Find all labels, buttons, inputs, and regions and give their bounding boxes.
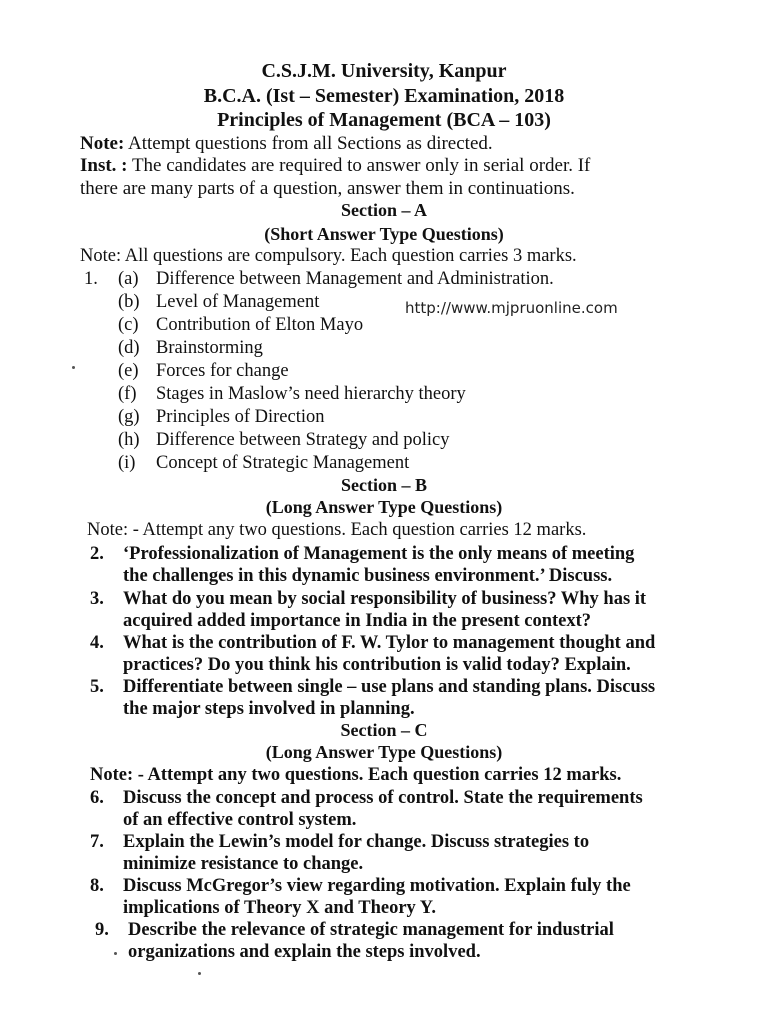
question-number: 5.: [90, 677, 104, 697]
question-line: ‘Professionalization of Management is the only means of meeting: [123, 544, 635, 564]
question-line: Discuss McGregor’s view regarding motivation. Explain fuly the: [123, 876, 631, 896]
question-9: [95, 920, 715, 966]
item-label: (f): [118, 384, 137, 404]
question-line: minimize resistance to change.: [123, 854, 364, 874]
question-line: Differentiate between single – use plans and standing plans. Discuss: [123, 677, 656, 697]
section-a-title: Section – A: [340, 200, 427, 220]
question-line: organizations and explain the steps involved.: [128, 942, 481, 962]
question-2: [90, 544, 710, 590]
question-line: implications of Theory X and Theory Y.: [123, 898, 437, 918]
question-3: [90, 589, 710, 635]
section-c-subtitle: (Long Answer Type Questions): [265, 742, 503, 762]
inst-text-1: The candidates are required to answer only in serial order. If: [131, 155, 591, 176]
item-label: (b): [118, 292, 140, 312]
question-line: practices? Do you think his contribution is valid today? Explain.: [123, 655, 631, 675]
item-label: (a): [118, 269, 139, 289]
question-line: What is the contribution of F. W. Tylor to management thought and: [123, 633, 656, 653]
exam-title: B.C.A. (Ist – Semester) Examination, 2018: [203, 85, 565, 107]
question-line: of an effective control system.: [123, 810, 357, 830]
instructions-line-2: there are many parts of a question, answer them in continuations.: [80, 178, 575, 199]
item-label: (d): [118, 338, 140, 358]
question-line: What do you mean by social responsibility of business? Why has it: [123, 589, 647, 609]
question-number: 3.: [90, 589, 104, 609]
item-label: (g): [118, 407, 140, 427]
question-number: 4.: [90, 633, 104, 653]
list-item: [118, 384, 466, 405]
question-number: 8.: [90, 876, 104, 896]
question-4: [90, 633, 710, 679]
scan-speck: [114, 952, 117, 955]
instructions-line-1: [80, 155, 590, 177]
item-text: Stages in Maslow’s need hierarchy theory: [156, 384, 466, 404]
list-item: [118, 269, 554, 290]
item-text: Concept of Strategic Management: [156, 453, 410, 473]
section-b-subtitle: (Long Answer Type Questions): [265, 497, 503, 517]
item-text: Principles of Direction: [156, 407, 325, 427]
item-text: Difference between Strategy and policy: [156, 430, 450, 450]
question-number: 2.: [90, 544, 104, 564]
note-label: Note:: [80, 133, 125, 154]
section-b-title: Section – B: [340, 475, 427, 495]
section-a-note-text: All questions are compulsory. Each question carries 3 marks.: [124, 246, 577, 266]
item-label: (c): [118, 315, 139, 335]
question-line: Discuss the concept and process of control. State the requirements: [123, 788, 643, 808]
question-8: [90, 876, 710, 922]
note-text: Attempt questions from all Sections as directed.: [128, 133, 493, 154]
section-a-subtitle: (Short Answer Type Questions): [264, 224, 504, 244]
question-number: 9.: [95, 920, 109, 940]
list-item: [118, 407, 325, 428]
item-label: (i): [118, 453, 136, 473]
university-title: C.S.J.M. University, Kanpur: [261, 60, 507, 82]
watermark-url: http://www.mjpruonline.com: [405, 299, 618, 317]
list-item: [118, 292, 319, 313]
list-item: [118, 453, 409, 474]
question-7: [90, 832, 710, 878]
item-label: (h): [118, 430, 140, 450]
inst-label: Inst. :: [80, 155, 128, 176]
subject-title: Principles of Management (BCA – 103): [217, 109, 551, 131]
question-number: 6.: [90, 788, 104, 808]
question-5: [90, 677, 710, 723]
item-text: Level of Management: [156, 292, 320, 312]
question-line: the challenges in this dynamic business environment.’ Discuss.: [123, 566, 613, 586]
scan-speck: [198, 972, 201, 975]
section-a-note: [80, 246, 577, 267]
section-c-note: Note: - Attempt any two questions. Each question carries 12 marks.: [90, 765, 622, 785]
item-text: Brainstorming: [156, 338, 263, 358]
question-number: 7.: [90, 832, 104, 852]
question-line: Explain the Lewin’s model for change. Discuss strategies to: [123, 832, 590, 852]
item-text: Contribution of Elton Mayo: [156, 315, 364, 335]
question-line: acquired added importance in India in the present context?: [123, 611, 592, 631]
section-c-title: Section – C: [340, 720, 428, 740]
list-item: [118, 430, 449, 451]
item-label: (e): [118, 361, 139, 381]
question-1-number: 1.: [84, 269, 98, 289]
list-item: [118, 338, 263, 359]
list-item: [118, 361, 289, 382]
item-text: Forces for change: [156, 361, 289, 381]
item-text: Difference between Management and Administration.: [156, 269, 554, 289]
list-item: [118, 315, 363, 336]
scan-speck: [72, 366, 75, 369]
section-a-note-label: Note:: [80, 246, 122, 266]
general-note: [80, 133, 493, 155]
question-line: the major steps involved in planning.: [123, 699, 415, 719]
question-line: Describe the relevance of strategic management for industrial: [128, 920, 614, 940]
section-b-note: Note: - Attempt any two questions. Each question carries 12 marks.: [87, 520, 587, 540]
question-6: [90, 788, 710, 834]
